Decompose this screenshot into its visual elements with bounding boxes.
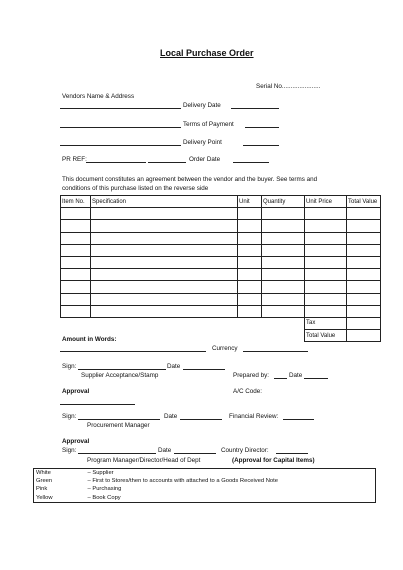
unit-price-cell[interactable]: [305, 256, 347, 268]
approval-heading-1: Approval: [62, 388, 90, 395]
copy-distribution-table: [33, 468, 376, 503]
unit-cell[interactable]: [238, 305, 262, 317]
unit-cell[interactable]: [238, 220, 262, 232]
unit-price-cell[interactable]: [305, 305, 347, 317]
unit-price-cell[interactable]: [305, 281, 347, 293]
item-no-cell[interactable]: [61, 293, 91, 305]
tax-label: Tax: [305, 317, 347, 329]
delivery-date-field[interactable]: [231, 108, 279, 109]
unit-price-cell[interactable]: [305, 244, 347, 256]
quantity-cell[interactable]: [262, 269, 305, 281]
copy-destination: – Purchasing: [87, 486, 122, 493]
quantity-cell[interactable]: [262, 232, 305, 244]
total-value-label: Total Value: [305, 330, 347, 342]
quantity-cell[interactable]: [262, 208, 305, 220]
item-row: [61, 256, 381, 268]
item-row: [61, 232, 381, 244]
supplier-acceptance-label: Supplier Acceptance/Stamp: [81, 372, 159, 379]
item-row: [61, 220, 381, 232]
ac-code-label: A/C Code:: [233, 388, 263, 395]
specification-cell[interactable]: [91, 232, 238, 244]
item-row: [61, 305, 381, 317]
vendor-line-3[interactable]: [60, 145, 181, 146]
unit-cell[interactable]: [238, 293, 262, 305]
total-value-cell[interactable]: [347, 330, 381, 342]
financial-review-label: Financial Review:: [229, 413, 279, 420]
copy-destination: – Book Copy: [87, 494, 121, 501]
item-no-cell[interactable]: [61, 269, 91, 281]
item-row: [61, 293, 381, 305]
sign-label-1: Sign:: [62, 363, 77, 370]
items-table-header: [61, 196, 381, 208]
unit-cell[interactable]: [238, 281, 262, 293]
total-value-cell[interactable]: [347, 244, 381, 256]
unit-cell[interactable]: [238, 269, 262, 281]
approval-heading-2: Approval: [62, 438, 90, 445]
total-value-cell[interactable]: [347, 269, 381, 281]
unit-cell[interactable]: [238, 232, 262, 244]
terms-of-payment-field[interactable]: [245, 127, 279, 128]
delivery-point-field[interactable]: [243, 145, 279, 146]
prepared-date-field[interactable]: [304, 378, 328, 379]
header-total-value: Total Value: [347, 196, 381, 208]
copy-color: Pink: [36, 486, 48, 493]
quantity-cell[interactable]: [262, 220, 305, 232]
page-title: Local Purchase Order: [160, 48, 254, 58]
item-no-cell[interactable]: [61, 281, 91, 293]
copy-row-green: [34, 477, 376, 485]
unit-price-cell[interactable]: [305, 293, 347, 305]
total-value-cell[interactable]: [347, 256, 381, 268]
item-row: [61, 244, 381, 256]
copy-destination: – First to Stores/then to accounts with attached to a Goods Received Note: [87, 478, 278, 485]
agreement-line-1: This document constitutes an agreement between the vendor and the buyer. See terms and: [62, 176, 318, 183]
quantity-cell[interactable]: [262, 244, 305, 256]
date-field-3[interactable]: [174, 453, 216, 454]
unit-price-cell[interactable]: [305, 220, 347, 232]
copy-color: Yellow: [36, 494, 53, 501]
item-row: [61, 208, 381, 220]
prepared-by-field[interactable]: [274, 378, 287, 379]
currency-field[interactable]: [243, 351, 308, 352]
pr-ref-field-2[interactable]: [148, 162, 186, 163]
total-value-cell[interactable]: [347, 232, 381, 244]
currency-label: Currency: [212, 345, 238, 352]
item-no-cell[interactable]: [61, 256, 91, 268]
item-no-cell[interactable]: [61, 208, 91, 220]
unit-cell[interactable]: [238, 208, 262, 220]
total-value-cell[interactable]: [347, 305, 381, 317]
specification-cell[interactable]: [91, 244, 238, 256]
sign-field-1[interactable]: [78, 369, 166, 370]
amount-in-words-field[interactable]: [60, 351, 206, 352]
country-director-field[interactable]: [276, 453, 308, 454]
procurement-manager-label: Procurement Manager: [87, 422, 150, 429]
header-quantity: Quantity: [262, 196, 305, 208]
item-no-cell[interactable]: [61, 244, 91, 256]
approval-field-1[interactable]: [60, 404, 135, 405]
capital-items-label: (Approval for Capital Items): [232, 457, 315, 464]
date-field-1[interactable]: [183, 369, 225, 370]
sign-label-2: Sign:: [62, 413, 77, 420]
header-specification: Specification: [91, 196, 238, 208]
specification-cell[interactable]: [91, 305, 238, 317]
pr-ref-label: PR REF:: [62, 156, 87, 163]
amount-in-words-label: Amount in Words:: [62, 336, 117, 343]
header-unit: Unit: [238, 196, 262, 208]
vendor-line-2[interactable]: [60, 127, 181, 128]
order-date-label: Order Date: [189, 156, 221, 163]
total-value-cell[interactable]: [347, 208, 381, 220]
copy-row-yellow: [34, 494, 376, 503]
quantity-cell[interactable]: [262, 293, 305, 305]
total-value-cell[interactable]: [347, 220, 381, 232]
program-manager-label: Program Manager/Director/Head of Dept: [87, 457, 201, 464]
copy-row-white: [34, 469, 376, 478]
item-row: [61, 281, 381, 293]
tax-row-spacer: [61, 317, 305, 329]
tax-value-cell[interactable]: [347, 317, 381, 329]
item-no-cell[interactable]: [61, 232, 91, 244]
specification-cell[interactable]: [91, 281, 238, 293]
tax-row: [61, 317, 381, 329]
total-value-cell[interactable]: [347, 293, 381, 305]
total-value-cell[interactable]: [347, 281, 381, 293]
specification-cell[interactable]: [91, 293, 238, 305]
item-no-cell[interactable]: [61, 220, 91, 232]
specification-cell[interactable]: [91, 269, 238, 281]
copy-color: Green: [36, 478, 53, 485]
country-director-label: Country Director:: [221, 447, 269, 454]
unit-price-cell[interactable]: [305, 269, 347, 281]
delivery-date-label: Delivery Date: [183, 102, 221, 109]
agreement-line-2: conditions of this purchase listed on the reverse side: [62, 185, 209, 192]
specification-cell[interactable]: [91, 208, 238, 220]
order-date-field[interactable]: [233, 162, 269, 163]
delivery-point-label: Delivery Point: [183, 139, 222, 146]
prepared-by-label: Prepared by:: [233, 372, 270, 379]
items-table: [60, 195, 381, 342]
item-row: [61, 269, 381, 281]
header-item-no: Item No.: [61, 196, 91, 208]
serial-number: Serial No......................: [256, 83, 321, 90]
unit-price-cell[interactable]: [305, 232, 347, 244]
unit-cell[interactable]: [238, 244, 262, 256]
sign-label-3: Sign:: [62, 447, 77, 454]
date-field-2[interactable]: [180, 419, 222, 420]
unit-cell[interactable]: [238, 256, 262, 268]
quantity-cell[interactable]: [262, 305, 305, 317]
terms-of-payment-label: Terms of Payment: [183, 121, 234, 128]
header-unit-price: Unit Price: [305, 196, 347, 208]
prepared-date-label: Date: [289, 372, 303, 379]
quantity-cell[interactable]: [262, 281, 305, 293]
item-no-cell[interactable]: [61, 305, 91, 317]
sign-field-2[interactable]: [78, 419, 160, 420]
vendor-label: Vendors Name & Address: [62, 93, 135, 100]
specification-cell[interactable]: [91, 256, 238, 268]
financial-review-field[interactable]: [283, 419, 314, 420]
date-label-1: Date: [167, 363, 181, 370]
pr-ref-field[interactable]: [86, 162, 146, 163]
unit-price-cell[interactable]: [305, 208, 347, 220]
vendor-line-1[interactable]: [60, 108, 181, 109]
copy-row-pink: [34, 485, 376, 493]
sign-field-3[interactable]: [78, 453, 156, 454]
date-label-2: Date: [164, 413, 178, 420]
quantity-cell[interactable]: [262, 256, 305, 268]
copy-color: White: [36, 470, 51, 477]
copy-destination: – Supplier: [87, 470, 114, 477]
specification-cell[interactable]: [91, 220, 238, 232]
date-label-3: Date: [158, 447, 172, 454]
